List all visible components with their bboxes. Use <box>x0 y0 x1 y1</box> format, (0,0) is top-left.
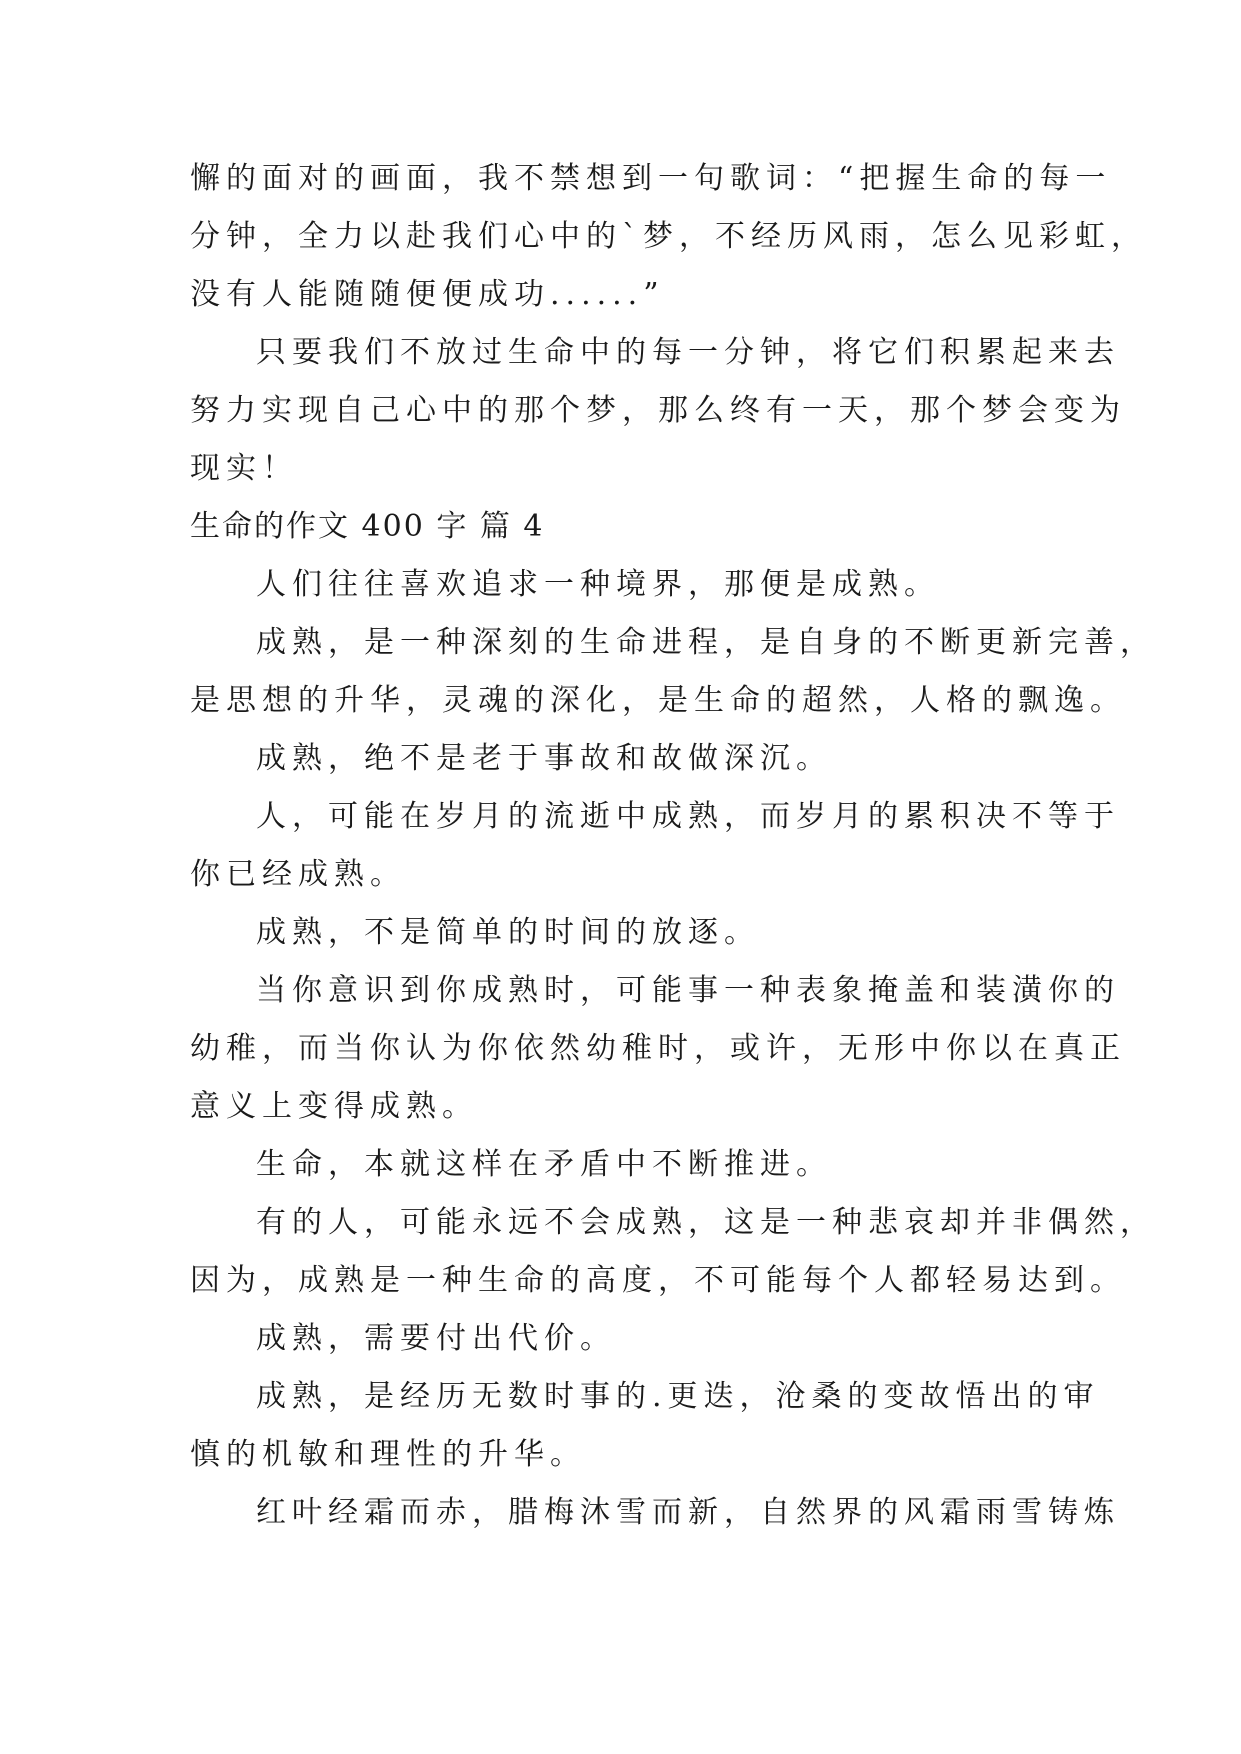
text-line: 你已经成熟。 <box>190 857 406 892</box>
text-line: 成熟，绝不是老于事故和故做深沉。 <box>256 741 832 776</box>
heading-text: 生命的作文 400 字 篇 4 <box>190 509 545 544</box>
text-line: 生命，本就这样在矛盾中不断推进。 <box>256 1147 832 1182</box>
text-line: 成熟，需要付出代价。 <box>256 1321 616 1356</box>
text-line: 没有人能随随便便成功......” <box>190 277 665 312</box>
paragraph <box>190 1484 1120 1542</box>
paragraph <box>190 1194 1156 1310</box>
text-line: 只要我们不放过生命中的每一分钟，将它们积累起来去 <box>256 335 1120 370</box>
paragraph <box>190 1310 1070 1368</box>
text-line: 努力实现自己心中的那个梦，那么终有一天，那个梦会变为 <box>190 393 1126 428</box>
text-line: 成熟，是一种深刻的生命进程，是自身的不断更新完善， <box>256 625 1156 660</box>
text-line: 意义上变得成熟。 <box>190 1089 478 1124</box>
text-line: 现实！ <box>190 451 298 486</box>
paragraph <box>190 556 1070 614</box>
paragraph <box>190 614 1156 730</box>
text-line: 红叶经霜而赤，腊梅沐雪而新，自然界的风霜雨雪铸炼 <box>256 1495 1120 1530</box>
text-line: 人，可能在岁月的流逝中成熟，而岁月的累积决不等于 <box>256 799 1120 834</box>
text-line: 慎的机敏和理性的升华。 <box>190 1437 586 1472</box>
text-line: 分钟，全力以赴我们心中的`梦，不经历风雨，怎么见彩虹， <box>190 219 1147 254</box>
text-line: 成熟，不是简单的时间的放逐。 <box>256 915 760 950</box>
paragraph <box>190 962 1126 1136</box>
paragraph <box>190 1368 1100 1484</box>
text-line: 幼稚，而当你认为你依然幼稚时，或许，无形中你以在真正 <box>190 1031 1126 1066</box>
text-line: 因为，成熟是一种生命的高度，不可能每个人都轻易达到。 <box>190 1263 1126 1298</box>
paragraph <box>190 788 1120 904</box>
document-body <box>190 150 1156 1542</box>
text-line: 是思想的升华，灵魂的深化，是生命的超然，人格的飘逸。 <box>190 683 1126 718</box>
paragraph <box>190 150 1147 324</box>
paragraph <box>190 904 1070 962</box>
text-line: 当你意识到你成熟时，可能事一种表象掩盖和装潢你的 <box>256 973 1120 1008</box>
text-line: 人们往往喜欢追求一种境界，那便是成熟。 <box>256 567 940 602</box>
paragraph <box>190 324 1126 498</box>
text-line: 有的人，可能永远不会成熟，这是一种悲哀却并非偶然， <box>256 1205 1156 1240</box>
paragraph <box>190 730 1070 788</box>
paragraph <box>190 1136 1070 1194</box>
section-heading <box>190 498 1070 556</box>
text-line: 懈的面对的画面，我不禁想到一句歌词：“把握生命的每一 <box>190 161 1112 196</box>
text-line: 成熟，是经历无数时事的.更迭，沧桑的变故悟出的审 <box>256 1379 1100 1414</box>
